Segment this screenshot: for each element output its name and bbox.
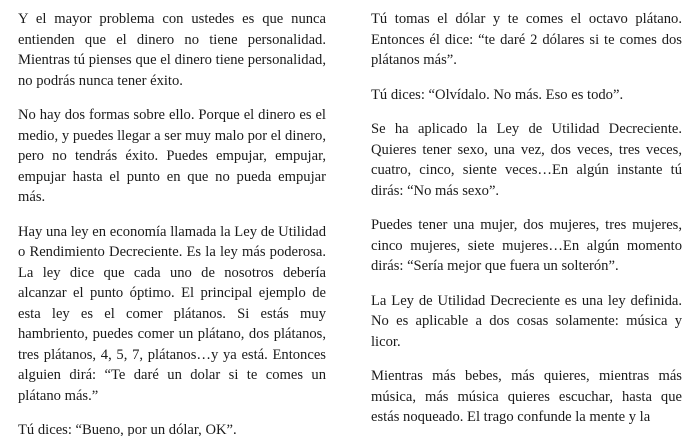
right-column	[371, 9, 682, 436]
paragraph-law-applied: Se ha aplicado la Ley de Utilidad Decreciente. Quieres tener sexo, una vez, dos veces, tres veces, cuatro, cinco, siente veces…En algún instante tú dirás: “No más sexo”.	[371, 121, 682, 199]
paragraph-forget-it: Tú dices: “Olvídalo. No más. Eso es todo”.	[371, 86, 624, 103]
paragraph-money-personality: Y el mayor problema con ustedes es que nunca entienden que el dinero no tiene personalidad. Mientras tú pienses que el dinero tiene personalidad, no podrás nunca tener éxito.	[18, 11, 326, 89]
paragraph-law-diminishing-returns: Hay una ley en economía llamada la Ley de Utilidad o Rendimiento Decreciente. Es la ley más poderosa. La ley dice que cada uno de nosotros debería alcanzar el punto óptimo. El principal ejemplo de esta ley es el comer plátanos. Si estás muy hambriento, puedes comer un plátano, dos plátanos, tres plátanos, 4, 5, 7, plátanos…y ya está. Entonces alguien dirá: “Te daré un dolar si te comes un plátano más.”	[18, 223, 326, 404]
paragraph-eighth-banana: Tú tomas el dólar y te comes el octavo plátano. Entonces él dice: “te daré 2 dólares si te comes dos plátanos más”.	[371, 11, 682, 68]
paragraph-bachelor: Puedes tener una mujer, dos mujeres, tres mujeres, cinco mujeres, siete mujeres…En algún momento dirás: “Sería mejor que fuera un solterón”.	[371, 217, 682, 274]
paragraph-ok-for-a-dollar: Tú dices: “Bueno, por un dólar, OK”.	[18, 422, 237, 436]
paragraph-money-medium: No hay dos formas sobre ello. Porque el dinero es el medio, y puedes llegar a ser muy malo por el dinero, pero no tendrás éxito. Puedes empujar, empujar, empujar hasta el punto en que no pueda empujar más.	[18, 107, 326, 205]
left-column	[18, 9, 326, 436]
paragraph-drink-and-music: Mientras más bebes, más quieres, mientras más música, más música quieres escuchar, hasta que estás noqueado. El trago confunde la mente y la	[371, 368, 682, 425]
paragraph-law-exceptions: La Ley de Utilidad Decreciente es una ley definida. No es aplicable a dos cosas solamente: música y licor.	[371, 292, 682, 350]
